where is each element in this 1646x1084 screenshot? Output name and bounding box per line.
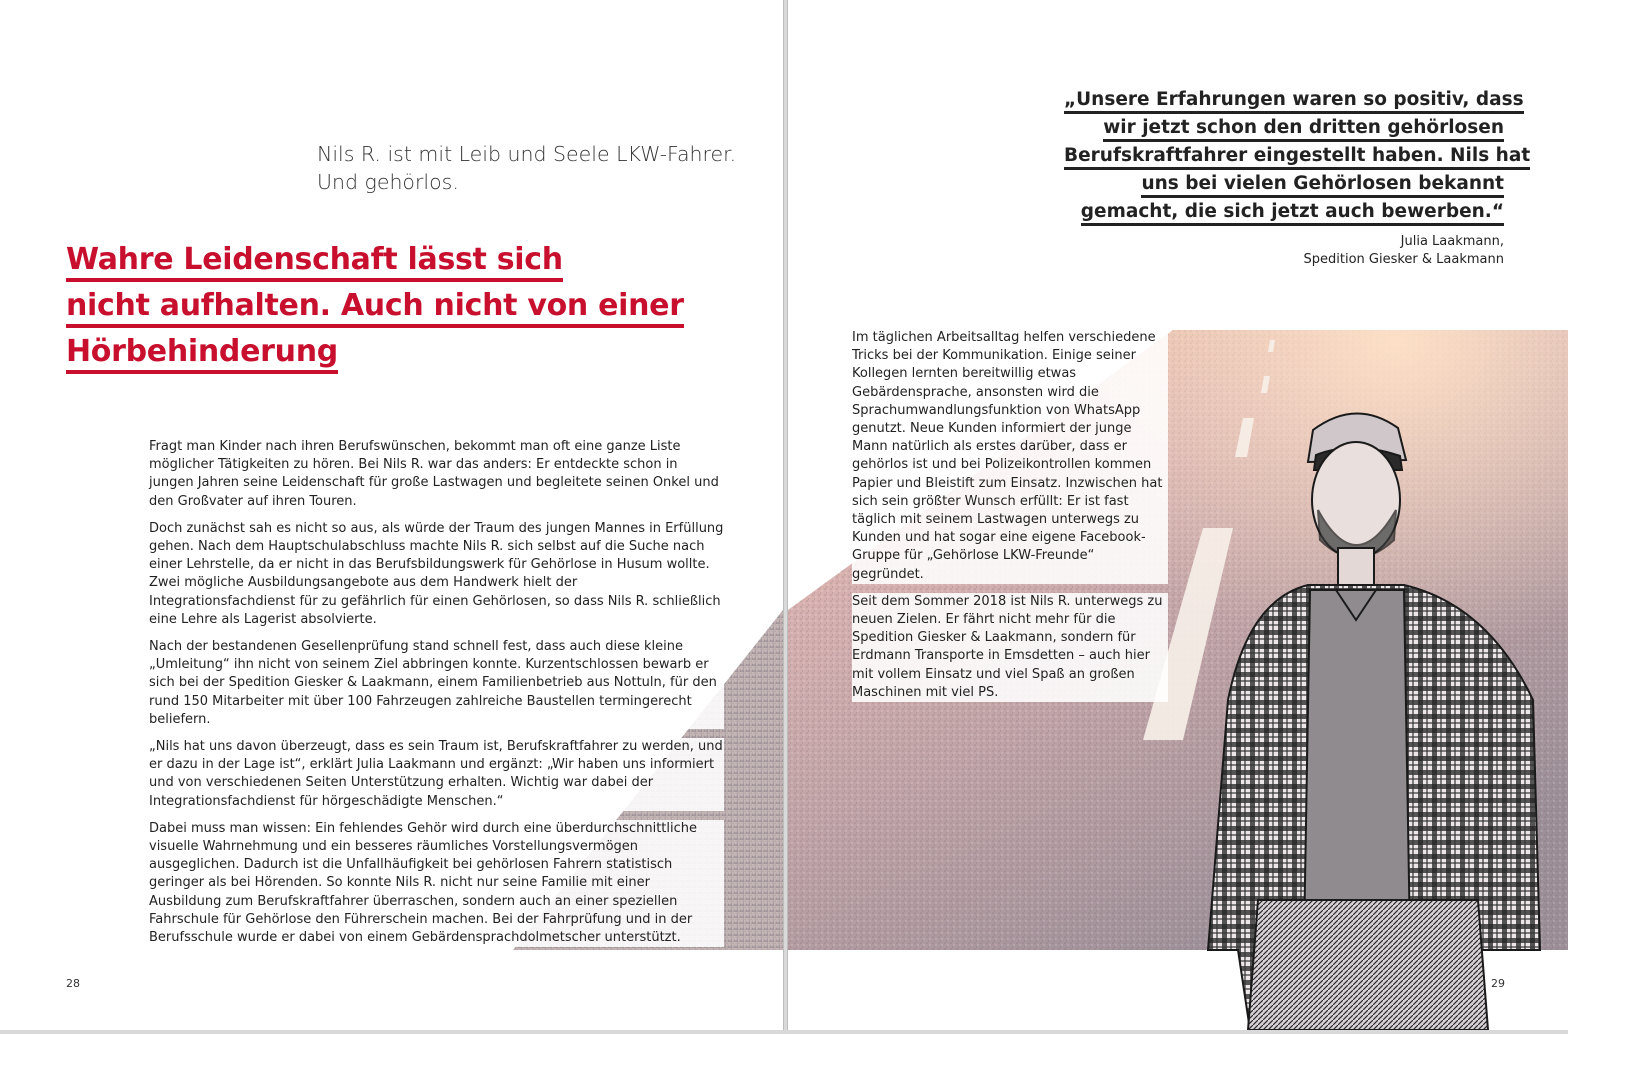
- attribution-name: Julia Laakmann,: [1400, 234, 1504, 249]
- headline-line-1: Wahre Leidenschaft lässt sich: [66, 238, 563, 282]
- page-number-left: 28: [66, 977, 80, 990]
- intro-line-1: Nils R. ist mit Leib und Seele LKW-Fahrer.: [317, 142, 737, 166]
- right-page: [788, 0, 1568, 1030]
- intro-text: [317, 140, 757, 196]
- paragraph: Seit dem Sommer 2018 ist Nils R. unterwegs zu neuen Zielen. Er fährt nicht mehr für die Spedition Giesker & Laakmann, sondern für Erdmann Transporte in Emsdetten – auch hier mit vollem Einsatz und viel Spaß an großen Maschinen mit viel PS.: [852, 593, 1168, 702]
- intro-line-2: Und gehörlos.: [317, 170, 459, 194]
- attribution-company: Spedition Giesker & Laakmann: [1303, 252, 1504, 267]
- headline-line-2: nicht aufhalten. Auch nicht von einer: [66, 284, 684, 328]
- pull-quote: [1064, 86, 1531, 226]
- paragraph: Nach der bestandenen Gesellenprüfung stand schnell fest, dass auch diese kleine „Umleitung“ ihn nicht von seinem Ziel abbringen konnte. Kurzentschlossen bewarb er sich bei der Spedition Giesker & Laakmann, einem Familienbetrieb aus Nottuln, für den rund 150 Mitarbeiter mit über 100 Fahrzeugen zahlreiche Baustellen termingerecht beliefern.: [149, 638, 724, 729]
- bottom-edge: [0, 1030, 1568, 1034]
- paragraph: „Nils hat uns davon überzeugt, dass es sein Traum ist, Berufskraftfahrer zu werden, und er dazu in der Lage ist“, erklärt Julia Laakmann und ergänzt: „Wir haben uns informiert und von verschiedenen Seiten Unterstützung erhalten. Wichtig war dabei der Integrationsfachdienst für hörgeschädigte Menschen.“: [149, 738, 724, 811]
- left-page: [0, 0, 783, 1030]
- paragraph: Dabei muss man wissen: Ein fehlendes Gehör wird durch eine überdurchschnittliche visuelle Wahrnehmung und ein besseres räumliches Vorstellungsvermögen ausgeglichen. Dadurch ist die Unfallhäufigkeit bei gehörlosen Fahrern statistisch geringer als bei Hörenden. So konnte Nils R. nicht nur seine Familie mit einer Ausbildung zum Berufskraftfahrer überraschen, sondern auch an einer speziellen Fahrschule für Gehörlose den Führerschein machen. Bei der Fahrprüfung und in der Berufsschule wurde er dabei von einem Gebärdensprachdolmetscher unterstützt.: [149, 820, 724, 947]
- quote-line-2: wir jetzt schon den dritten gehörlosen: [1103, 114, 1504, 142]
- paragraph: Im täglichen Arbeitsalltag helfen verschiedene Tricks bei der Kommunikation. Einige seiner Kollegen lernten bereitwillig etwas Gebärdensprache, ansonsten wird die Sprachumwandlungsfunktion von WhatsApp genutzt. Neue Kunden informiert der junge Mann natürlich als erstes darüber, dass er gehörlos ist und bei Polizeikontrollen kommen Papier und Bleistift zum Einsatz. Inzwischen hat sich sein größter Wunsch erfüllt: Er ist fast täglich mit seinem Lastwagen unterwegs zu Kunden und hat sogar eine eigene Facebook-Gruppe für „Gehörlose LKW-Freunde“ gegründet.: [852, 329, 1168, 584]
- quote-attribution: [1304, 233, 1504, 269]
- quote-line-5: gemacht, die sich jetzt auch bewerben.“: [1081, 198, 1504, 226]
- article-headline: [66, 238, 684, 376]
- quote-line-3: Berufskraftfahrer eingestellt haben. Nils hat: [1064, 142, 1530, 170]
- quote-line-4: uns bei vielen Gehörlosen bekannt: [1141, 170, 1504, 198]
- page-number-right: 29: [1491, 977, 1505, 990]
- left-body-text: [149, 438, 724, 956]
- quote-line-1: „Unsere Erfahrungen waren so positiv, dass: [1064, 86, 1524, 114]
- right-body-text: [852, 329, 1168, 711]
- paragraph: Fragt man Kinder nach ihren Berufswünschen, bekommt man oft eine ganze Liste möglicher Tätigkeiten zu hören. Bei Nils R. war das anders: Er entdeckte schon in jungen Jahren seine Leidenschaft für große Lastwagen und begleitete seinen Onkel und den Großvater auf ihren Touren.: [149, 438, 724, 511]
- headline-line-3: Hörbehinderung: [66, 330, 338, 374]
- paragraph: Doch zunächst sah es nicht so aus, als würde der Traum des jungen Mannes in Erfüllung gehen. Nach dem Hauptschulabschluss machte Nils R. sich selbst auf die Suche nach einer Lehrstelle, da er nicht in das Berufsbildungswerk für Gehörlose in Husum wollte. Zwei mögliche Ausbildungsangebote aus dem Handwerk hielt der Integrationsfachdienst für zu gefährlich für einen Gehörlosen, so dass Nils R. schließlich eine Lehre als Lagerist absolvierte.: [149, 520, 724, 629]
